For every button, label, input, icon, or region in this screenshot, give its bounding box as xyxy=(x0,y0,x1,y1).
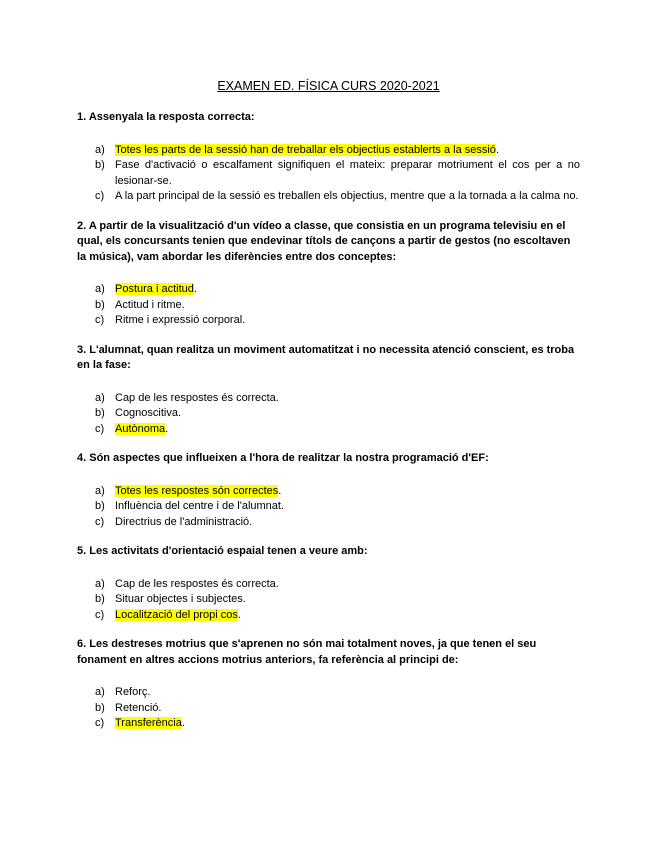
answer-suffix: . xyxy=(495,143,499,156)
answer-list xyxy=(77,391,580,438)
exam-page xyxy=(77,78,580,746)
answer-option xyxy=(77,189,580,205)
answer-suffix: . xyxy=(278,484,282,497)
answer-option xyxy=(77,422,580,438)
answer-letter: c) xyxy=(95,422,105,435)
answer-text: Ritme i expressió corporal. xyxy=(115,314,246,326)
answer-option xyxy=(77,158,580,189)
answer-letter: b) xyxy=(95,593,105,605)
answer-text: Cap de les respostes és correcta. xyxy=(115,391,279,404)
correct-answer-text: Transferència xyxy=(115,717,182,729)
correct-answer-text: Totes les parts de la sessió han de treballar els objectius establerts a la sessió xyxy=(115,143,496,156)
answer-text: Directrius de l'administració. xyxy=(115,515,253,528)
answer-letter: a) xyxy=(95,686,105,698)
answer-option xyxy=(77,716,580,732)
answer-suffix: . xyxy=(165,422,169,435)
answer-option xyxy=(77,298,580,314)
answer-option xyxy=(77,499,580,515)
answer-letter: b) xyxy=(95,298,105,311)
answer-list xyxy=(77,282,580,329)
correct-answer-text: Postura i actitud xyxy=(115,283,194,295)
answer-letter: c) xyxy=(95,717,105,729)
answer-text: Influència del centre i de l'alumnat. xyxy=(115,500,285,512)
answer-suffix: . xyxy=(237,608,241,621)
answer-list xyxy=(77,143,580,205)
answer-option xyxy=(77,592,580,608)
answer-option xyxy=(77,577,580,593)
correct-answer-text: Totes les respostes són correctes xyxy=(115,484,279,497)
answer-list xyxy=(77,685,580,732)
answer-letter: a) xyxy=(95,143,105,156)
answer-option xyxy=(77,313,580,329)
answer-option xyxy=(77,484,580,500)
answer-letter: c) xyxy=(95,608,105,621)
answer-text: Cognoscitiva. xyxy=(115,407,182,419)
answer-letter: b) xyxy=(95,500,105,512)
answer-suffix: . xyxy=(181,717,185,729)
answer-text: Cap de les respostes és correcta. xyxy=(115,577,279,590)
correct-answer-text: Localització del propi cos xyxy=(115,608,238,621)
question-text: 6. Les destreses motrius que s'aprenen no són mai totalment noves, ja que tenen el seu fonament en altres accions motrius anteriors, fa referència al principi de: xyxy=(77,638,537,666)
answer-letter: c) xyxy=(95,190,105,202)
answer-option xyxy=(77,515,580,531)
answer-option xyxy=(77,608,580,624)
question-text: 2. A partir de la visualització d'un vídeo a classe, que consistia en un programa televisiu en el qual, els concursants tenien que endevinar títols de cançons a partir de gestos (no escoltaven la música), vam abordar les diferències entre dos conceptes: xyxy=(77,219,571,263)
question-text: 5. Les activitats d'orientació espaial tenen a veure amb: xyxy=(77,545,368,557)
answer-letter: a) xyxy=(95,577,105,590)
question-text: 4. Són aspectes que influeixen a l'hora de realitzar la nostra programació d'EF: xyxy=(77,452,489,464)
correct-answer-text: Autònoma xyxy=(115,422,166,435)
answer-text: A la part principal de la sessió es treballen els objectius, mentre que a la tornada a la calma no. xyxy=(115,190,579,202)
question-text: 3. L'alumnat, quan realitza un moviment automatitzat i no necessita atenció conscient, es troba en la fase: xyxy=(77,343,575,371)
page-title: EXAMEN ED. FÍSICA CURS 2020-2021 xyxy=(217,79,440,93)
answer-letter: b) xyxy=(95,407,105,419)
answer-text: Actitud i ritme. xyxy=(115,298,185,311)
answer-option xyxy=(77,701,580,717)
answer-list xyxy=(77,577,580,624)
answer-option xyxy=(77,391,580,407)
answer-list xyxy=(77,484,580,531)
answer-option xyxy=(77,685,580,701)
answer-letter: a) xyxy=(95,391,105,404)
answer-letter: b) xyxy=(95,701,105,714)
questions-list xyxy=(77,110,580,732)
question-text: 1. Assenyala la resposta correcta: xyxy=(77,111,255,123)
answer-suffix: . xyxy=(193,283,197,295)
answer-letter: a) xyxy=(95,283,105,295)
answer-letter: c) xyxy=(95,314,105,326)
answer-text: Reforç. xyxy=(115,686,151,698)
answer-text: Fase d'activació o escalfament signifiquen el mateix: preparar motriument el cos per a no lesionar-se. xyxy=(115,159,580,187)
answer-text: Situar objectes i subjectes. xyxy=(115,593,246,605)
answer-letter: c) xyxy=(95,515,105,528)
answer-letter: a) xyxy=(95,484,105,497)
answer-option xyxy=(77,143,580,159)
answer-option xyxy=(77,282,580,298)
answer-letter: b) xyxy=(95,159,105,171)
answer-text: Retenció. xyxy=(115,701,162,714)
answer-option xyxy=(77,406,580,422)
